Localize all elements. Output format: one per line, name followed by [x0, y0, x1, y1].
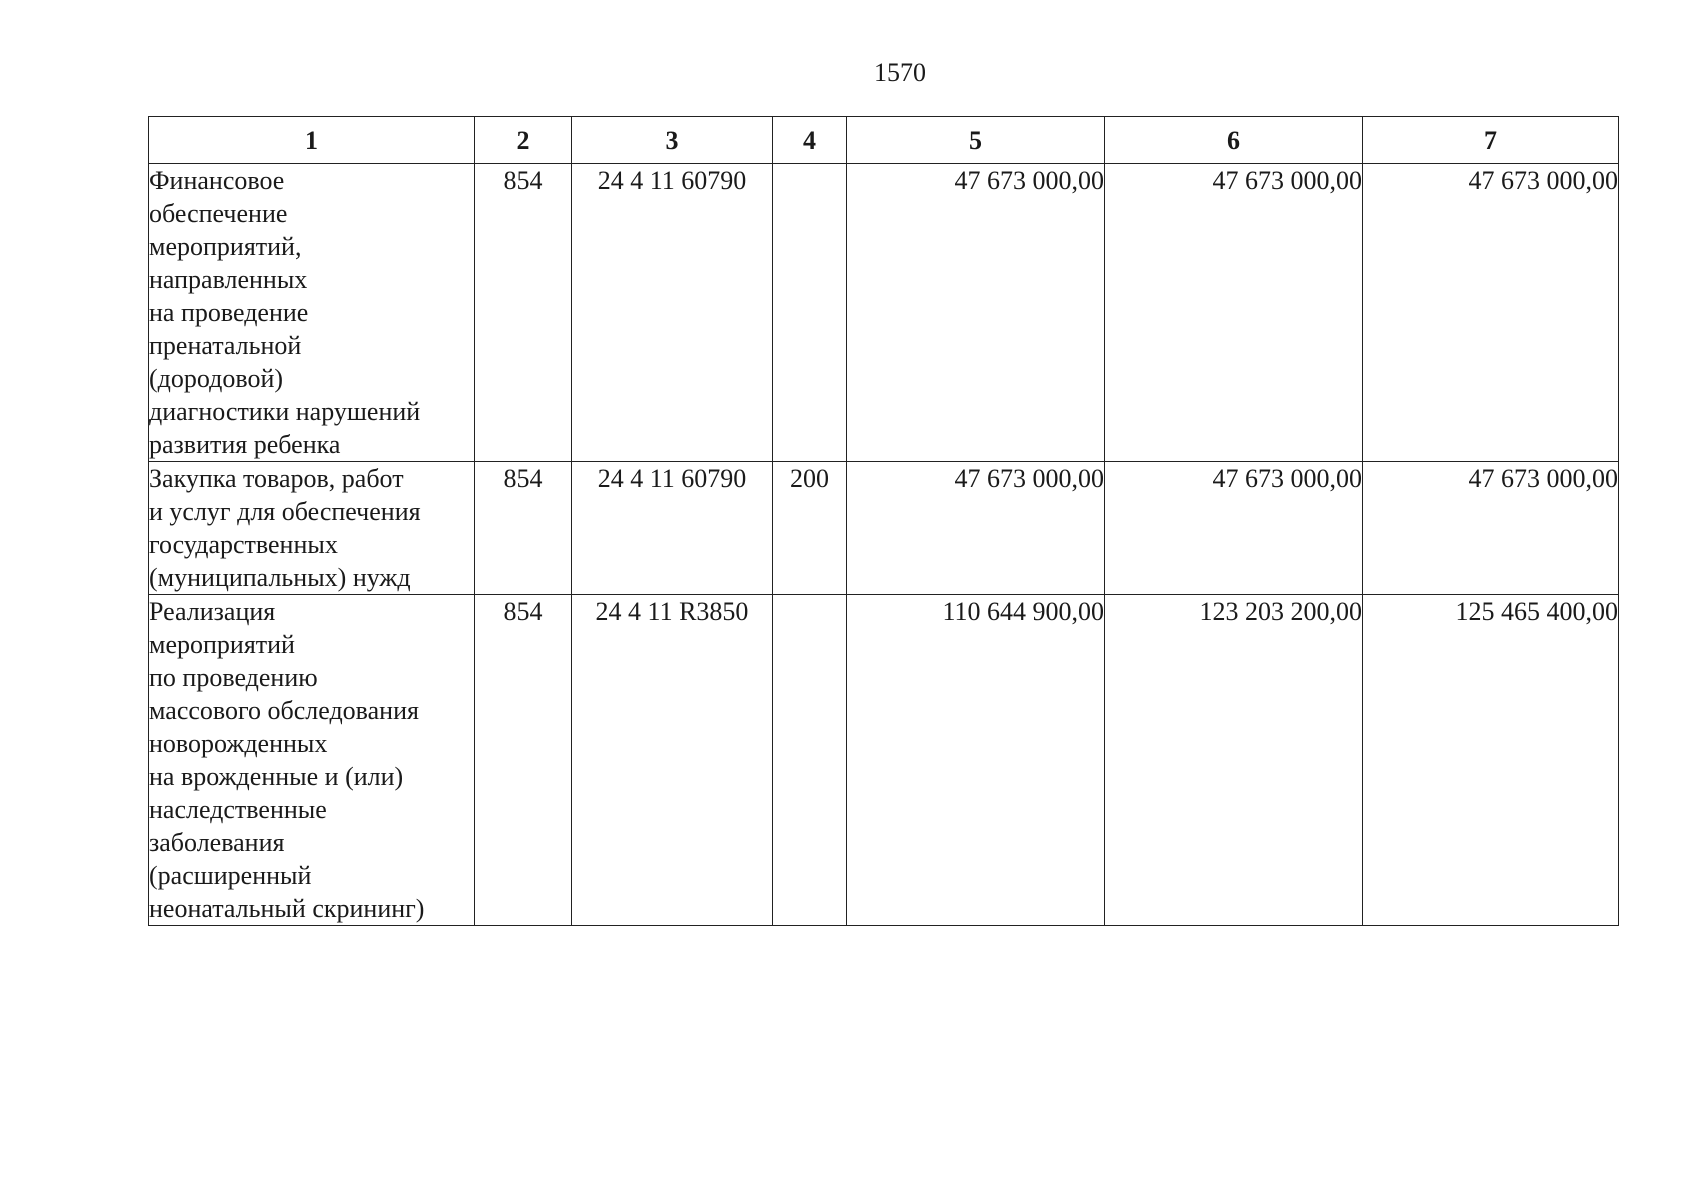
header-col-6: 6	[1105, 117, 1363, 164]
header-row	[149, 117, 1619, 164]
target-article: 24 4 11 R3850	[572, 595, 773, 926]
name-line: развития ребенка	[149, 430, 341, 459]
name-line: заболевания	[149, 828, 285, 857]
name-line: государственных	[149, 530, 338, 559]
header-col-1: 1	[149, 117, 475, 164]
row-name	[149, 164, 475, 462]
amount-year-2: 47 673 000,00	[1105, 462, 1363, 595]
name-line: обеспечение	[149, 199, 288, 228]
header-col-7: 7	[1363, 117, 1619, 164]
table-row	[149, 462, 1619, 595]
name-line: (расширенный	[149, 861, 312, 890]
expense-type	[773, 164, 847, 462]
name-line: пренатальной	[149, 331, 302, 360]
amount-year-1: 110 644 900,00	[847, 595, 1105, 926]
name-line: на проведение	[149, 298, 309, 327]
header-col-5: 5	[847, 117, 1105, 164]
amount-year-3: 47 673 000,00	[1363, 164, 1619, 462]
name-line: Реализация	[149, 597, 276, 626]
amount-year-3: 125 465 400,00	[1363, 595, 1619, 926]
page-number: 1570	[874, 58, 926, 87]
row-name	[149, 462, 475, 595]
name-line: Закупка товаров, работ	[149, 464, 404, 493]
amount-year-2: 123 203 200,00	[1105, 595, 1363, 926]
ministry-code: 854	[475, 164, 572, 462]
name-line: направленных	[149, 265, 308, 294]
table-row	[149, 164, 1619, 462]
amount-year-1: 47 673 000,00	[847, 462, 1105, 595]
name-line: (муниципальных) нужд	[149, 563, 411, 592]
amount-year-1: 47 673 000,00	[847, 164, 1105, 462]
expense-type	[773, 595, 847, 926]
name-line: по проведению	[149, 663, 318, 692]
name-line: массового обследования	[149, 696, 419, 725]
name-line: на врожденные и (или)	[149, 762, 404, 791]
header-col-2: 2	[475, 117, 572, 164]
name-line: неонатальный скрининг)	[149, 894, 425, 923]
budget-table	[148, 116, 1619, 926]
name-line: новорожденных	[149, 729, 328, 758]
table-row	[149, 595, 1619, 926]
name-line: Финансовое	[149, 166, 285, 195]
name-line: диагностики нарушений	[149, 397, 421, 426]
header-col-4: 4	[773, 117, 847, 164]
row-name	[149, 595, 475, 926]
name-line: мероприятий,	[149, 232, 302, 261]
expense-type: 200	[773, 462, 847, 595]
ministry-code: 854	[475, 595, 572, 926]
header-col-3: 3	[572, 117, 773, 164]
amount-year-3: 47 673 000,00	[1363, 462, 1619, 595]
name-line: мероприятий	[149, 630, 295, 659]
name-line: (дородовой)	[149, 364, 284, 393]
amount-year-2: 47 673 000,00	[1105, 164, 1363, 462]
name-line: наследственные	[149, 795, 327, 824]
ministry-code: 854	[475, 462, 572, 595]
target-article: 24 4 11 60790	[572, 164, 773, 462]
target-article: 24 4 11 60790	[572, 462, 773, 595]
name-line: и услуг для обеспечения	[149, 497, 421, 526]
